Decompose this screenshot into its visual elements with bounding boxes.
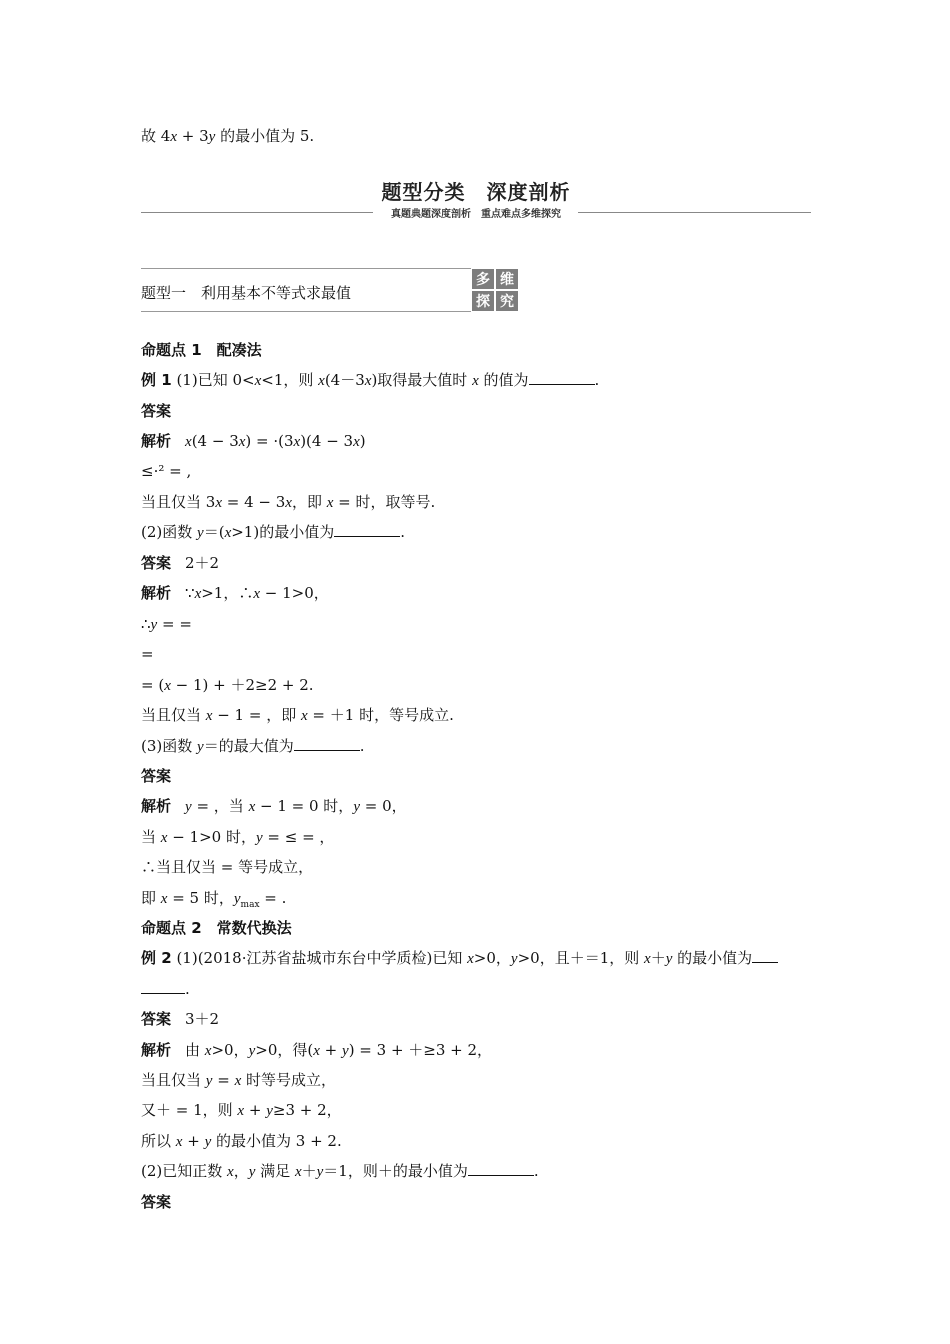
answer-blank [752,948,778,963]
ex1-analysis1-line2: ≤·² = , [141,462,192,480]
ex1-answer1-label: 答案 [141,402,172,420]
answer-blank [141,979,185,994]
ex1-analysis2-line4: = (x − 1) + ＋2≥2 + 2. [141,676,314,694]
badge-char: 多 [471,268,495,290]
badge-char: 探 [471,290,495,312]
ex1-analysis1-line3: 当且仅当 3x = 4 − 3x，即 x = 时，取等号. [141,493,436,511]
intro-line: 故 4x + 3y 的最小值为 5. [141,127,315,145]
point2-title: 命题点 2 常数代换法 [141,919,292,937]
ex1-q1: 例 1 (1)已知 0<x<1，则 x(4－3x)取得最大值时 x 的值为 . [141,371,600,389]
answer-blank [334,522,400,537]
section-rule-right [578,212,811,213]
ex1-q2: (2)函数 y＝(x>1)的最小值为 . [141,523,405,541]
answer-blank [468,1161,534,1176]
type-rule-top [141,268,471,269]
question-type-title: 题型一 利用基本不等式求最值 [141,284,352,302]
ex2-analysis1-line2: 当且仅当 y = x 时等号成立， [141,1071,337,1089]
ex1-answer3-label: 答案 [141,767,172,785]
section-subtitle: 真题典题深度剖析 重点难点多维探究 [391,209,561,220]
ex2-q1: 例 2 (1)(2018·江苏省盐城市东台中学质检)已知 x>0，y>0，且＋＝1，则 x＋y 的最小值为 [141,948,778,969]
ex1-analysis3-line1: 解析 y = ，当 x − 1 = 0 时，y = 0， [141,797,407,815]
multi-explore-badge [471,268,519,312]
point1-title: 命题点 1 配凑法 [141,341,262,359]
ex2-answer2-label: 答案 [141,1193,172,1211]
type-rule-bottom [141,311,471,312]
ex1-analysis3-line2: 当 x − 1>0 时，y = ≤ = ， [141,828,335,846]
section-title: 题型分类 深度剖析 [381,180,571,204]
badge-char: 维 [495,268,519,290]
question-type-block [141,268,519,312]
ex1-analysis3-line4: 即 x = 5 时，$y_{max}$ = . [141,889,287,910]
ex2-analysis1-line1: 解析 由 x>0，y>0，得(x + y) = 3 + ＋≥3 + 2， [141,1041,493,1059]
answer-blank [294,736,360,751]
ex1-q3: (3)函数 y＝的最大值为 . [141,737,365,755]
ex2-answer1: 答案 3＋2 [141,1010,220,1028]
ex1-answer2: 答案 2＋2 [141,554,220,572]
ex2-analysis1-line4: 所以 x + y 的最小值为 3 + 2. [141,1132,342,1150]
ex2-q2: (2)已知正数 x，y 满足 x＋y＝1，则＋的最小值为 . [141,1162,539,1180]
ex1-analysis1-line1: 解析 x(4 − 3x) = ·(3x)(4 − 3x) [141,432,366,450]
ex1-analysis2-line2: ∴y = = [141,615,192,633]
ex2-q1-cont: . [141,979,190,999]
answer-blank [529,370,595,385]
ex1-analysis2-line5: 当且仅当 x − 1 = ，即 x = ＋1 时，等号成立. [141,706,454,724]
section-header [141,176,811,224]
ex1-analysis2-line1: 解析 ∵x>1，∴x − 1>0， [141,584,329,602]
ex1-analysis3-line3: ∴当且仅当 = 等号成立， [141,858,314,876]
badge-char: 究 [495,290,519,312]
ex2-analysis1-line3: 又＋ = 1，则 x + y≥3 + 2， [141,1101,342,1119]
ex1-analysis2-line3: = [141,645,154,663]
